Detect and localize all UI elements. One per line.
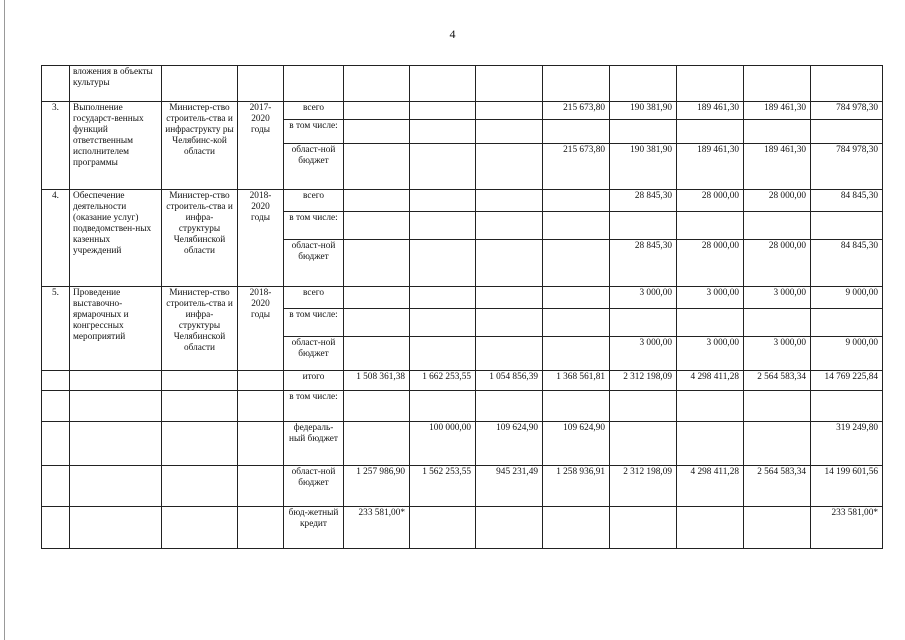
empty-cell <box>744 66 811 102</box>
funding-source-label: всего <box>284 102 344 120</box>
value-cell: 4 298 411,28 <box>677 466 744 507</box>
value-cell <box>543 309 610 337</box>
empty-cell <box>162 466 238 507</box>
value-cell: 109 624,90 <box>543 422 610 466</box>
value-cell <box>811 391 883 422</box>
value-cell <box>476 144 543 190</box>
funding-source-label: в том числе: <box>284 391 344 422</box>
funding-source-label: област-ной бюджет <box>284 337 344 371</box>
row-name-cell: Обеспечение деятельности (оказание услуг) подведомствен-ных казенных учреждений <box>70 190 162 287</box>
row-name-cell: вложения в объекты культуры <box>70 66 162 102</box>
value-cell: 215 673,80 <box>543 102 610 120</box>
row-name-cell: Проведение выставочно-ярмарочных и конгрессных мероприятий <box>70 287 162 371</box>
value-cell: 784 978,30 <box>811 144 883 190</box>
value-cell: 2 312 198,09 <box>610 466 677 507</box>
empty-cell <box>238 66 284 102</box>
value-cell <box>410 240 476 287</box>
value-cell: 1 054 856,39 <box>476 371 543 391</box>
value-cell <box>811 212 883 240</box>
value-cell <box>344 309 410 337</box>
empty-cell <box>238 507 284 549</box>
empty-cell <box>70 371 162 391</box>
value-cell <box>344 190 410 212</box>
empty-cell <box>42 371 70 391</box>
value-cell: 1 258 936,91 <box>543 466 610 507</box>
page-number: 4 <box>449 27 456 41</box>
row-index-cell: 3. <box>42 102 70 190</box>
table-row <box>42 287 883 309</box>
value-cell <box>610 391 677 422</box>
empty-cell <box>42 466 70 507</box>
empty-cell <box>42 422 70 466</box>
empty-cell <box>238 466 284 507</box>
row-index-cell <box>42 66 70 102</box>
value-cell <box>610 212 677 240</box>
value-cell <box>744 391 811 422</box>
value-cell <box>344 102 410 120</box>
empty-cell <box>410 66 476 102</box>
value-cell: 189 461,30 <box>744 144 811 190</box>
value-cell: 28 000,00 <box>677 240 744 287</box>
value-cell: 189 461,30 <box>744 102 811 120</box>
value-cell <box>344 144 410 190</box>
value-cell <box>476 190 543 212</box>
value-cell: 3 000,00 <box>610 287 677 309</box>
value-cell <box>476 212 543 240</box>
value-cell <box>543 240 610 287</box>
empty-cell <box>344 66 410 102</box>
empty-cell <box>162 391 238 422</box>
value-cell: 1 257 986,90 <box>344 466 410 507</box>
value-cell: 1 368 561,81 <box>543 371 610 391</box>
empty-cell <box>70 507 162 549</box>
funding-source-label: итого <box>284 371 344 391</box>
value-cell <box>476 102 543 120</box>
value-cell <box>543 507 610 549</box>
empty-cell <box>162 507 238 549</box>
table-row <box>42 190 883 212</box>
value-cell: 28 845,30 <box>610 240 677 287</box>
empty-cell <box>70 422 162 466</box>
value-cell: 3 000,00 <box>610 337 677 371</box>
funding-source-label: област-ной бюджет <box>284 466 344 507</box>
value-cell <box>410 212 476 240</box>
empty-cell <box>543 66 610 102</box>
value-cell <box>744 422 811 466</box>
row-name-cell: Выполнение государст-венных функций ответственным исполнителем программы <box>70 102 162 190</box>
budget-table <box>41 65 883 549</box>
value-cell <box>410 120 476 144</box>
value-cell: 784 978,30 <box>811 102 883 120</box>
funding-source-label: всего <box>284 190 344 212</box>
value-cell: 109 624,90 <box>476 422 543 466</box>
value-cell: 233 581,00* <box>344 507 410 549</box>
value-cell: 233 581,00* <box>811 507 883 549</box>
value-cell <box>744 120 811 144</box>
row-index-cell: 4. <box>42 190 70 287</box>
funding-source-label: в том числе: <box>284 212 344 240</box>
funding-source-label: област-ной бюджет <box>284 144 344 190</box>
value-cell: 3 000,00 <box>744 337 811 371</box>
empty-cell <box>42 507 70 549</box>
value-cell <box>410 309 476 337</box>
value-cell <box>744 507 811 549</box>
value-cell <box>344 120 410 144</box>
value-cell <box>476 391 543 422</box>
empty-cell <box>476 66 543 102</box>
funding-source-label: област-ной бюджет <box>284 240 344 287</box>
value-cell <box>543 391 610 422</box>
value-cell: 189 461,30 <box>677 144 744 190</box>
value-cell <box>410 190 476 212</box>
value-cell: 28 000,00 <box>744 240 811 287</box>
value-cell <box>610 309 677 337</box>
value-cell <box>410 144 476 190</box>
budget-table-body <box>42 66 883 549</box>
value-cell <box>344 287 410 309</box>
value-cell <box>610 120 677 144</box>
empty-cell <box>238 371 284 391</box>
empty-cell <box>162 371 238 391</box>
value-cell <box>344 212 410 240</box>
empty-cell <box>610 66 677 102</box>
funding-source-label: в том числе: <box>284 309 344 337</box>
empty-cell <box>238 422 284 466</box>
funding-source-label: федераль-ный бюджет <box>284 422 344 466</box>
value-cell <box>543 120 610 144</box>
value-cell <box>410 287 476 309</box>
value-cell: 84 845,30 <box>811 240 883 287</box>
value-cell <box>476 287 543 309</box>
row-period-cell: 2018-2020 годы <box>238 287 284 371</box>
value-cell: 14 199 601,56 <box>811 466 883 507</box>
empty-cell <box>284 66 344 102</box>
value-cell <box>476 120 543 144</box>
table-row <box>42 66 883 102</box>
row-index-cell: 5. <box>42 287 70 371</box>
funding-source-label: в том числе: <box>284 120 344 144</box>
empty-cell <box>162 422 238 466</box>
value-cell: 3 000,00 <box>677 287 744 309</box>
funding-source-label: бюд-жетный кредит <box>284 507 344 549</box>
value-cell: 1 662 253,55 <box>410 371 476 391</box>
row-period-cell: 2017-2020 годы <box>238 102 284 190</box>
value-cell: 28 845,30 <box>610 190 677 212</box>
empty-cell <box>42 391 70 422</box>
value-cell <box>476 337 543 371</box>
empty-cell <box>238 391 284 422</box>
value-cell: 28 000,00 <box>744 190 811 212</box>
value-cell: 14 769 225,84 <box>811 371 883 391</box>
value-cell <box>410 337 476 371</box>
value-cell: 3 000,00 <box>744 287 811 309</box>
value-cell: 2 312 198,09 <box>610 371 677 391</box>
value-cell: 9 000,00 <box>811 287 883 309</box>
value-cell: 1 562 253,55 <box>410 466 476 507</box>
empty-cell <box>811 66 883 102</box>
value-cell: 4 298 411,28 <box>677 371 744 391</box>
value-cell: 2 564 583,34 <box>744 466 811 507</box>
table-row <box>42 422 883 466</box>
value-cell <box>543 212 610 240</box>
row-executor-cell: Министер-ство строитель-ства и инфра-структуры Челябинской области <box>162 190 238 287</box>
value-cell: 84 845,30 <box>811 190 883 212</box>
table-row <box>42 466 883 507</box>
table-row <box>42 371 883 391</box>
value-cell <box>677 120 744 144</box>
value-cell <box>344 422 410 466</box>
value-cell: 215 673,80 <box>543 144 610 190</box>
value-cell <box>677 309 744 337</box>
table-row <box>42 507 883 549</box>
value-cell: 190 381,90 <box>610 102 677 120</box>
value-cell <box>344 337 410 371</box>
value-cell: 3 000,00 <box>677 337 744 371</box>
value-cell <box>543 287 610 309</box>
value-cell <box>476 240 543 287</box>
value-cell <box>677 212 744 240</box>
value-cell: 945 231,49 <box>476 466 543 507</box>
value-cell <box>344 240 410 287</box>
value-cell <box>811 309 883 337</box>
value-cell: 189 461,30 <box>677 102 744 120</box>
value-cell: 28 000,00 <box>677 190 744 212</box>
value-cell: 2 564 583,34 <box>744 371 811 391</box>
table-row <box>42 102 883 120</box>
value-cell <box>476 309 543 337</box>
empty-cell <box>70 391 162 422</box>
value-cell: 319 249,80 <box>811 422 883 466</box>
value-cell: 9 000,00 <box>811 337 883 371</box>
value-cell <box>476 507 543 549</box>
empty-cell <box>677 66 744 102</box>
value-cell <box>344 391 410 422</box>
value-cell <box>543 337 610 371</box>
value-cell <box>744 309 811 337</box>
value-cell <box>677 507 744 549</box>
value-cell <box>744 212 811 240</box>
value-cell <box>410 391 476 422</box>
value-cell <box>410 102 476 120</box>
value-cell <box>543 190 610 212</box>
row-executor-cell: Министер-ство строитель-ства и инфра-структуры Челябинской области <box>162 287 238 371</box>
value-cell: 190 381,90 <box>610 144 677 190</box>
table-row <box>42 391 883 422</box>
empty-cell <box>162 66 238 102</box>
value-cell: 100 000,00 <box>410 422 476 466</box>
empty-cell <box>70 466 162 507</box>
value-cell <box>410 507 476 549</box>
value-cell <box>811 120 883 144</box>
value-cell <box>677 391 744 422</box>
row-period-cell: 2018-2020 годы <box>238 190 284 287</box>
value-cell <box>610 422 677 466</box>
page-binding-line <box>4 0 5 640</box>
row-executor-cell: Министер-ство строитель-ства и инфраструкту ры Челябинс-кой области <box>162 102 238 190</box>
value-cell <box>610 507 677 549</box>
funding-source-label: всего <box>284 287 344 309</box>
value-cell: 1 508 361,38 <box>344 371 410 391</box>
value-cell <box>677 422 744 466</box>
